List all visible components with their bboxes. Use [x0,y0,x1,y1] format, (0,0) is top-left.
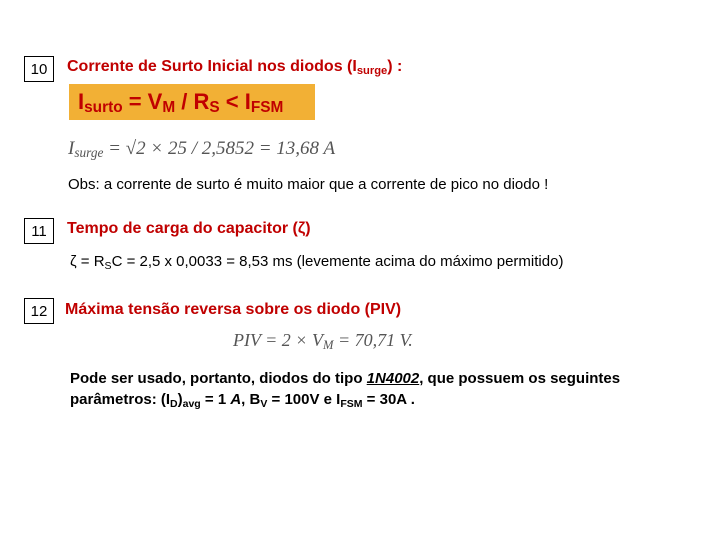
title-end: ) : [387,58,403,75]
formula-part: < I [219,89,251,114]
equation-sub: surge [74,145,104,160]
conclusion-line-1 [70,370,620,387]
formula-part: = V [122,89,163,114]
piv-equation [233,330,413,351]
conclusion-part: , B [241,391,261,408]
conclusion-sub: V [260,398,268,410]
conclusion-sub: D [170,398,178,410]
item-number-11 [24,218,54,244]
line-part: ζ = R [70,253,105,270]
item-10-title [67,58,402,76]
item-number-12 [24,298,54,324]
conclusion-part: Pode ser usado, portanto, diodos do tipo [70,370,367,387]
item-number-text: 12 [30,302,48,320]
equation-rhs: = √2 × 25 / 2,5852 = 13,68 A [103,138,336,159]
formula-part: I [78,89,85,114]
formula-part: / R [175,89,210,114]
surge-equation [68,138,335,160]
observation-note: Obs: a corrente de surto é muito maior que a corrente de pico no diodo ! [68,176,549,193]
formula-sub: S [209,99,220,116]
title-text: Corrente de Surto Inicial nos diodos (I [67,58,357,75]
line-sub: S [104,260,112,272]
equation-sub: M [322,338,334,352]
formula-sub: FSM [250,99,284,116]
conclusion-part: = 1 [200,391,231,408]
equation-lhs: PIV = 2 × V [233,330,323,350]
item-number-text: 11 [31,222,47,240]
formula-sub: M [162,99,176,116]
conclusion-unit: A [230,391,242,408]
item-number-10 [24,56,54,82]
item-11-title: Tempo de carga do capacitor (ζ) [67,220,311,237]
conclusion-sub: avg [182,398,201,410]
conclusion-line-2 [70,391,415,408]
surge-formula [78,89,283,115]
diode-model: 1N4002 [366,370,420,387]
conclusion-part: parâmetros: (I [70,391,171,408]
conclusion-part: = 30A . [362,391,415,408]
conclusion-part: = 100V e I [267,391,341,408]
title-sub: surge [356,65,388,77]
item-12-title: Máxima tensão reversa sobre os diodo (PIV) [65,301,402,318]
item-number-text: 10 [30,60,48,78]
line-part: C = 2,5 x 0,0033 = 8,53 ms (levemente acima do máximo permitido) [111,253,564,270]
conclusion-sub: FSM [340,398,363,410]
equation-lhs: I [68,138,75,159]
formula-sub: surto [84,99,123,116]
equation-rhs: = 70,71 V. [333,330,413,350]
time-constant-line [70,253,563,270]
conclusion-part: , que possuem os seguintes [419,370,621,387]
conclusion-part: ) [177,391,183,408]
